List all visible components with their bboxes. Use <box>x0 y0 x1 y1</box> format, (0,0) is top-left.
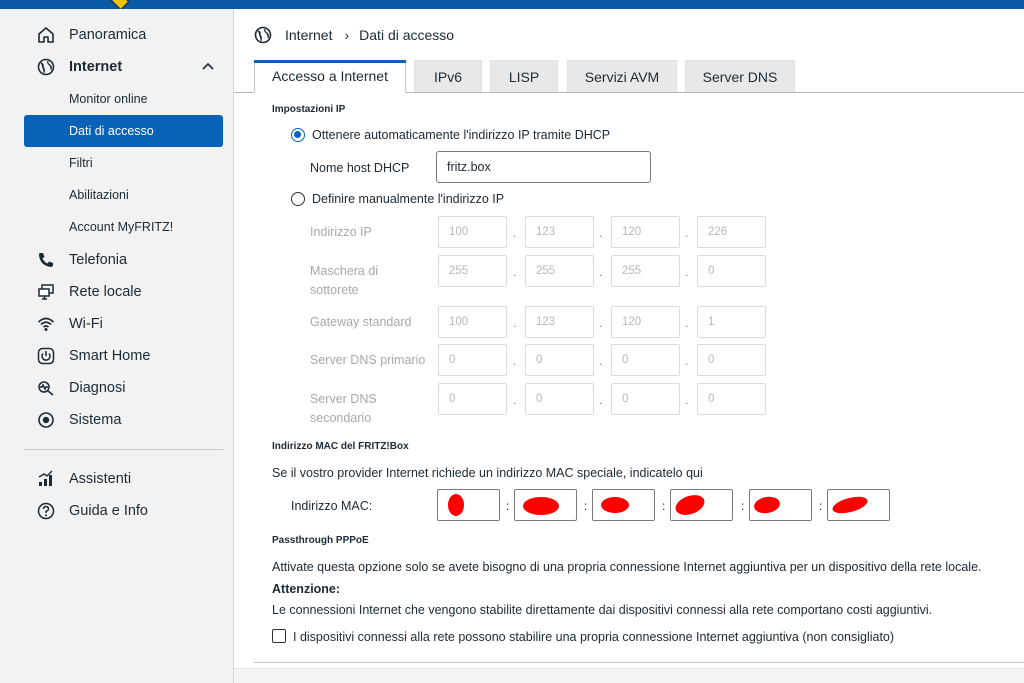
mac-separator: : <box>741 499 745 513</box>
octet-separator: . <box>599 265 603 279</box>
sidebar-subitem-label: Dati di accesso <box>69 124 154 138</box>
globe-icon <box>36 57 56 77</box>
globe-icon <box>254 26 272 44</box>
sidebar-item-rete-locale[interactable] <box>0 277 234 307</box>
ip-octet-input[interactable]: 0 <box>438 344 507 376</box>
sidebar-item-label: Guida e Info <box>69 503 148 519</box>
tab-label: IPv6 <box>433 69 462 85</box>
octet-separator: . <box>685 393 689 407</box>
pppoe-description: Attivate questa opzione solo se avete bisogno di una propria connessione Internet aggiuntiva per un dispositivo della rete locale. <box>272 560 982 574</box>
redaction-mark <box>601 497 629 513</box>
ip-octet-input[interactable]: 0 <box>697 255 766 287</box>
octet-separator: . <box>513 354 517 368</box>
sidebar-subitem-label: Abilitazioni <box>69 188 129 202</box>
diagnosis-icon <box>36 378 56 398</box>
sidebar-subitem-dati-di-accesso[interactable] <box>24 115 223 147</box>
ip-octet-input[interactable]: 0 <box>697 383 766 415</box>
sidebar-item-label: Internet <box>69 59 123 75</box>
octet-separator: . <box>599 316 603 330</box>
octet-separator: . <box>685 226 689 240</box>
sidebar-item-telefonia[interactable] <box>0 245 234 275</box>
sidebar-item-label: Wi-Fi <box>69 316 103 332</box>
sidebar-subitem-label: Account MyFRITZ! <box>69 220 174 234</box>
pppoe-checkbox-label: I dispositivi connessi alla rete possono stabilire una propria connessione Internet aggiuntiva (non consigliato) <box>293 630 895 644</box>
network-icon <box>36 282 56 302</box>
sidebar-subitem-monitor-online[interactable] <box>24 83 223 115</box>
hostname-label: Nome host DHCP <box>310 161 410 175</box>
sidebar-item-diagnosi[interactable] <box>0 373 234 403</box>
mac-octet-input-4[interactable] <box>670 489 733 521</box>
tab-label: Server DNS <box>702 69 778 85</box>
octet-separator: . <box>685 354 689 368</box>
ip-octet-input[interactable]: 0 <box>611 383 680 415</box>
sidebar-item-label: Assistenti <box>69 471 132 487</box>
sidebar-item-label: Panoramica <box>69 27 147 43</box>
sidebar-subitem-filtri[interactable] <box>24 147 223 179</box>
ip-row-label: Indirizzo IP <box>310 225 372 239</box>
phone-icon <box>36 250 56 270</box>
sidebar-subitem-abilitazioni[interactable] <box>24 179 223 211</box>
ip-row-label-line2: secondario <box>310 411 372 425</box>
ip-row-label: Server DNS primario <box>310 353 426 367</box>
ip-octet-input[interactable]: 0 <box>611 344 680 376</box>
ip-octet-input[interactable]: 1 <box>697 306 766 338</box>
mac-octet-input-3[interactable] <box>592 489 655 521</box>
ip-octet-input[interactable]: 0 <box>697 344 766 376</box>
ip-octet-input[interactable]: 226 <box>697 216 766 248</box>
tab-servizi-avm[interactable] <box>567 60 677 93</box>
sidebar-item-panoramica[interactable] <box>0 20 234 50</box>
mac-separator: : <box>819 499 823 513</box>
ip-row-label-line2: sottorete <box>310 283 359 297</box>
content-divider <box>254 662 1024 663</box>
ip-octet-input[interactable]: 255 <box>611 255 680 287</box>
sidebar-subitem-label: Filtri <box>69 156 93 170</box>
ip-octet-input[interactable]: 0 <box>525 344 594 376</box>
mac-octet-input-2[interactable] <box>514 489 577 521</box>
ip-octet-input[interactable]: 120 <box>611 216 680 248</box>
pppoe-warning-text: Le connessioni Internet che vengono stabilite direttamente dai dispositivi connessi alla rete comportano costi aggiuntivi. <box>272 603 933 617</box>
ip-row-label: Gateway standard <box>310 315 412 329</box>
redaction-mark <box>448 494 464 516</box>
section-title-mac: Indirizzo MAC del FRITZ!Box <box>272 441 409 452</box>
mac-octet-input-6[interactable] <box>827 489 890 521</box>
mac-separator: : <box>506 499 510 513</box>
chevron-up-icon[interactable] <box>202 60 214 72</box>
sidebar-item-guida-info[interactable] <box>0 496 234 526</box>
power-icon <box>36 346 56 366</box>
sidebar <box>0 9 234 683</box>
mac-separator: : <box>584 499 588 513</box>
sidebar-item-sistema[interactable] <box>0 405 234 435</box>
assistant-icon <box>36 469 56 489</box>
sidebar-divider <box>24 449 223 450</box>
ip-row-label: Maschera di <box>310 264 379 278</box>
breadcrumb <box>254 24 454 46</box>
octet-separator: . <box>513 265 517 279</box>
mac-octet-input-5[interactable] <box>749 489 812 521</box>
tab-ipv6[interactable] <box>414 60 482 93</box>
tab-label: LISP <box>508 69 540 85</box>
radio-manual-ip[interactable] <box>291 192 305 206</box>
octet-separator: . <box>599 354 603 368</box>
pppoe-checkbox[interactable] <box>272 629 286 643</box>
tab-label: Accesso a Internet <box>272 68 388 84</box>
redaction-mark <box>753 495 781 515</box>
radio-auto-dhcp[interactable] <box>291 128 305 142</box>
radio-manual-ip-label: Definire manualmente l'indirizzo IP <box>312 192 505 206</box>
sidebar-item-label: Telefonia <box>69 252 128 268</box>
octet-separator: . <box>685 265 689 279</box>
octet-separator: . <box>599 226 603 240</box>
ip-octet-input[interactable]: 0 <box>438 383 507 415</box>
tab-lisp[interactable] <box>490 60 558 93</box>
ip-octet-input[interactable]: 255 <box>525 255 594 287</box>
sidebar-subitem-label: Monitor online <box>69 92 148 106</box>
footer-bar <box>234 668 1024 683</box>
octet-separator: . <box>685 316 689 330</box>
redaction-mark <box>831 494 869 517</box>
ip-octet-input[interactable]: 123 <box>525 306 594 338</box>
ip-octet-input[interactable]: 255 <box>438 255 507 287</box>
mac-description: Se il vostro provider Internet richiede un indirizzo MAC speciale, indicatelo qui <box>272 466 703 480</box>
ip-octet-input[interactable]: 100 <box>438 216 507 248</box>
tab-server-dns[interactable] <box>685 60 795 93</box>
section-title-pppoe: Passthrough PPPoE <box>272 535 369 546</box>
chevron-right-icon: › <box>344 27 350 43</box>
tab-label: Servizi AVM <box>584 69 660 85</box>
ip-row-label: Server DNS <box>310 392 377 406</box>
octet-separator: . <box>599 393 603 407</box>
sidebar-item-label: Smart Home <box>69 348 151 364</box>
ip-octet-input[interactable]: 120 <box>611 306 680 338</box>
home-icon <box>36 25 56 45</box>
system-icon <box>36 410 56 430</box>
help-icon <box>36 501 56 521</box>
octet-separator: . <box>513 226 517 240</box>
octet-separator: . <box>513 316 517 330</box>
sidebar-item-label: Sistema <box>69 412 122 428</box>
redaction-mark <box>523 497 559 515</box>
mac-octet-input-1[interactable] <box>437 489 500 521</box>
wifi-icon <box>36 314 56 334</box>
section-title-ip-settings: Impostazioni IP <box>272 104 346 115</box>
breadcrumb-root[interactable]: Internet <box>285 27 333 43</box>
ip-octet-input[interactable]: 0 <box>525 383 594 415</box>
sidebar-item-label: Diagnosi <box>69 380 126 396</box>
sidebar-item-label: Rete locale <box>69 284 142 300</box>
pppoe-warning-title: Attenzione: <box>272 582 341 596</box>
top-bar <box>0 0 1024 9</box>
redaction-mark <box>673 491 707 518</box>
breadcrumb-current: Dati di accesso <box>359 27 455 43</box>
radio-auto-dhcp-label: Ottenere automaticamente l'indirizzo IP tramite DHCP <box>312 128 611 142</box>
sidebar-item-smart-home[interactable] <box>0 341 234 371</box>
sidebar-item-assistenti[interactable] <box>0 464 234 494</box>
ip-octet-input[interactable]: 123 <box>525 216 594 248</box>
mac-separator: : <box>662 499 666 513</box>
tab-accesso-internet[interactable] <box>254 60 406 93</box>
mac-label: Indirizzo MAC: <box>291 499 373 513</box>
sidebar-item-wifi[interactable] <box>0 309 234 339</box>
hostname-input[interactable]: fritz.box <box>436 151 651 183</box>
sidebar-item-internet[interactable] <box>0 52 234 82</box>
ip-octet-input[interactable]: 100 <box>438 306 507 338</box>
sidebar-subitem-account-myfritz[interactable] <box>24 211 223 243</box>
octet-separator: . <box>513 393 517 407</box>
